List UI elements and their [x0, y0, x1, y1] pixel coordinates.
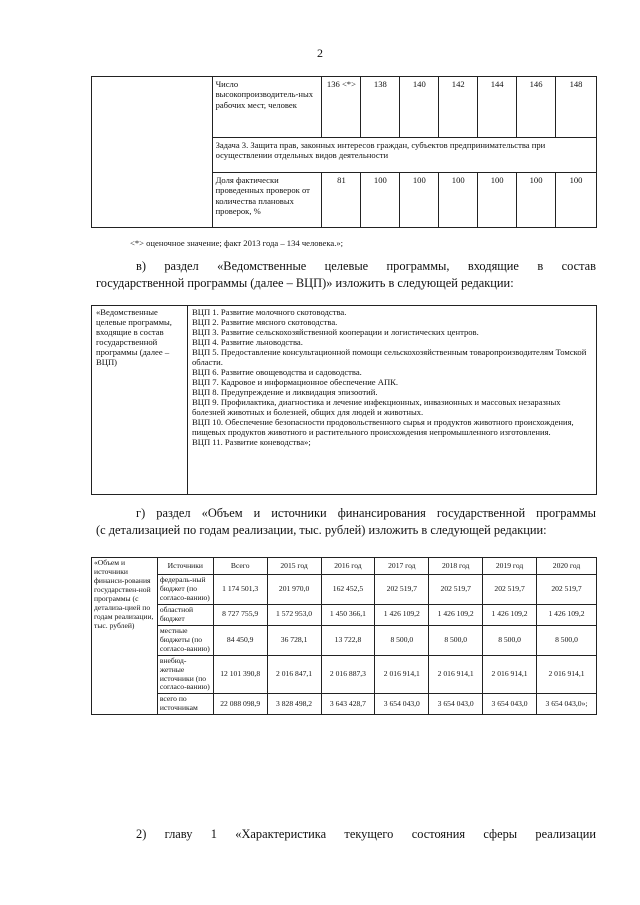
paragraph-line: в) раздел «Ведомственные целевые программы, входящие в состав: [136, 259, 596, 273]
value-cell: 3 643 428,7: [321, 694, 375, 715]
list-item: ВЦП 11. Развитие коневодства»;: [192, 436, 311, 447]
paragraph-line: г) раздел «Объем и источники финансирования государственной программы: [136, 506, 596, 520]
paragraph-line: 2) главу 1 «Характеристика текущего состояния сферы реализации: [136, 827, 596, 841]
value-cell: 202 519,7: [483, 575, 537, 605]
value-cell: 1 426 109,2: [375, 604, 429, 625]
paragraph-line: государственной программы (далее – ВЦП)» изложить в следующей редакции:: [96, 276, 514, 290]
value-cell: 138: [361, 77, 400, 138]
source-cell: внебюд-жетные источники (по согласо-ванию): [157, 655, 213, 694]
value-cell: 8 727 755,9: [213, 604, 267, 625]
column-header: 2015 год: [267, 558, 321, 575]
empty-cell: [92, 77, 213, 228]
value-cell: 36 728,1: [267, 625, 321, 655]
value-cell: 2 016 914,1: [483, 655, 537, 694]
value-cell: 100: [400, 173, 439, 228]
paragraph-line: (с детализацией по годам реализации, тыс. рублей) изложить в следующей редакции:: [96, 523, 547, 537]
value-cell: 1 572 953,0: [267, 604, 321, 625]
value-cell: 3 654 043,0: [429, 694, 483, 715]
column-header: Всего: [213, 558, 267, 575]
value-cell: 3 654 043,0: [483, 694, 537, 715]
page-number: 2: [317, 46, 323, 60]
value-cell: 140: [400, 77, 439, 138]
value-cell: 13 722,8: [321, 625, 375, 655]
list-item: ВЦП 10. Обеспечение безопасности продовольственного сырья и продуктов животного происхождения, пищевых продуктов животного и растительного происхождения непромышленного изготовления.: [192, 416, 574, 437]
value-cell: 8 500,0: [375, 625, 429, 655]
list-item: ВЦП 5. Предоставление консультационной помощи сельскохозяйственным товаропроизводителям Томской области.: [192, 346, 587, 367]
value-cell: 2 016 914,1: [375, 655, 429, 694]
value-cell: 1 450 366,1: [321, 604, 375, 625]
list-item: ВЦП 4. Развитие льноводства.: [192, 336, 303, 347]
list-item: ВЦП 8. Предупреждение и ликвидация эпизоотий.: [192, 386, 378, 397]
value-cell: 1 426 109,2: [537, 604, 597, 625]
value-cell: 100: [478, 173, 517, 228]
list-item: ВЦП 2. Развитие мясного скотоводства.: [192, 316, 338, 327]
indicators-table: [91, 76, 597, 228]
value-cell: 2 016 914,1: [429, 655, 483, 694]
value-cell: 202 519,7: [537, 575, 597, 605]
value-cell: 3 654 043,0: [375, 694, 429, 715]
list-item: ВЦП 3. Развитие сельскохозяйственной кооперации и логистических центров.: [192, 326, 479, 337]
value-cell: 2 016 914,1: [537, 655, 597, 694]
value-cell: 146: [517, 77, 556, 138]
column-header: 2020 год: [537, 558, 597, 575]
column-header: 2017 год: [375, 558, 429, 575]
value-cell: 144: [478, 77, 517, 138]
footnote: <*> оценочное значение; факт 2013 года – 134 человека.»;: [130, 238, 344, 248]
column-header: 2016 год: [321, 558, 375, 575]
list-item: ВЦП 1. Развитие молочного скотоводства.: [192, 307, 347, 317]
table-row: [92, 558, 597, 575]
value-cell: 100: [361, 173, 400, 228]
table-row: [92, 306, 597, 495]
table-row: [92, 575, 597, 605]
value-cell: 148: [556, 77, 597, 138]
value-cell: 162 452,5: [321, 575, 375, 605]
value-cell: 1 426 109,2: [483, 604, 537, 625]
table-row: [92, 655, 597, 694]
vcp-label: «Ведомственные целевые программы, входящие в состав государственной программы (далее – ВЦП): [92, 306, 188, 495]
row-label: Доля фактически проведенных проверок от количества плановых проверок, %: [212, 173, 322, 228]
value-cell: 12 101 390,8: [213, 655, 267, 694]
paragraph-2: [96, 826, 596, 843]
source-cell: местные бюджеты (по согласо-ванию): [157, 625, 213, 655]
value-cell: 136 <*>: [322, 77, 361, 138]
value-cell: 142: [439, 77, 478, 138]
table-row: [92, 625, 597, 655]
value-cell: 2 016 887,3: [321, 655, 375, 694]
table-row: [92, 694, 597, 715]
column-header: 2019 год: [483, 558, 537, 575]
value-cell: 8 500,0: [537, 625, 597, 655]
column-header: 2018 год: [429, 558, 483, 575]
value-cell: 1 426 109,2: [429, 604, 483, 625]
vcp-table: [91, 305, 597, 495]
value-cell: 81: [322, 173, 361, 228]
paragraph-v: [96, 258, 596, 292]
value-cell: 201 970,0: [267, 575, 321, 605]
value-cell: 2 016 847,1: [267, 655, 321, 694]
column-header: Источники: [157, 558, 213, 575]
table-row: [92, 77, 597, 138]
value-cell: 8 500,0: [429, 625, 483, 655]
task-heading: Задача 3. Защита прав, законных интересов граждан, субъектов предпринимательства при осуществлении отдельных видов деятельности: [212, 138, 596, 173]
financing-label: «Объем и источники финанси-рования государствен-ной программы (с детализа-цией по годам реализации, тыс. рублей): [92, 558, 158, 715]
vcp-list: [188, 306, 597, 495]
value-cell: 8 500,0: [483, 625, 537, 655]
list-item: ВЦП 7. Кадровое и информационное обеспечение АПК.: [192, 376, 399, 387]
value-cell: 202 519,7: [375, 575, 429, 605]
value-cell: 3 654 043,0»;: [537, 694, 597, 715]
value-cell: 100: [439, 173, 478, 228]
table-row: [92, 604, 597, 625]
value-cell: 84 450,9: [213, 625, 267, 655]
value-cell: 202 519,7: [429, 575, 483, 605]
value-cell: 22 088 098,9: [213, 694, 267, 715]
list-item: ВЦП 6. Развитие овощеводства и садоводства.: [192, 366, 362, 377]
value-cell: 1 174 501,3: [213, 575, 267, 605]
paragraph-g: [96, 505, 596, 539]
list-item: ВЦП 9. Профилактика, диагностика и лечение инфекционных, инвазионных и массовых незаразных болезней животных и болезней, общих для людей и животных.: [192, 396, 561, 417]
source-cell: федераль-ный бюджет (по согласо-ванию): [157, 575, 213, 605]
row-label: Число высокопроизводитель-ных рабочих мест, человек: [212, 77, 322, 138]
value-cell: 3 828 498,2: [267, 694, 321, 715]
value-cell: 100: [517, 173, 556, 228]
source-cell: областной бюджет: [157, 604, 213, 625]
financing-table: [91, 557, 597, 715]
source-cell: всего по источникам: [157, 694, 213, 715]
value-cell: 100: [556, 173, 597, 228]
